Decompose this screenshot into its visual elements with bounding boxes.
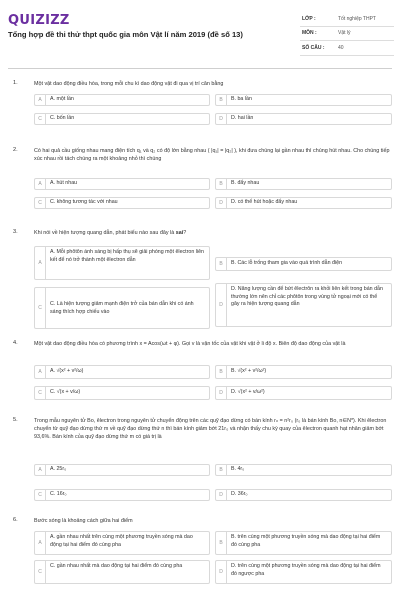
- option-a[interactable]: [34, 178, 210, 190]
- option-text: A. Mỗi phôtôn ánh sáng bị hấp thụ sẽ giải phóng một êlectron liên kết để nó trở thành một êlectron dẫn: [50, 249, 205, 263]
- meta-value: Tốt nghiệp THPT: [338, 15, 376, 22]
- option-letter: D: [216, 114, 227, 124]
- option-letter: B: [216, 95, 227, 105]
- question-text: Bước sóng là khoảng cách giữa hai điểm: [34, 518, 133, 524]
- meta-key: LỚP :: [302, 15, 316, 22]
- option-letter: C: [35, 490, 46, 500]
- option-letter: C: [35, 114, 46, 124]
- option-letter: B: [216, 258, 227, 270]
- option-text: D. có thể hút hoặc đẩy nhau: [231, 199, 298, 206]
- option-b[interactable]: [215, 365, 392, 379]
- option-text: B. trên cùng một phương truyền sóng mà dao động tại hai điểm đó cùng pha: [231, 534, 381, 548]
- option-letter: C: [35, 561, 46, 583]
- option-letter: D: [216, 490, 227, 500]
- option-text: B. Các lỗ trống tham gia vào quá trình dẫn điện: [231, 260, 343, 267]
- option-a[interactable]: [34, 365, 210, 379]
- option-a[interactable]: [34, 246, 210, 280]
- option-text: A. một lần: [50, 96, 74, 103]
- option-letter: D: [216, 284, 227, 326]
- option-letter: A: [35, 95, 46, 105]
- question-text: Trong mẫu nguyên tử Bo, êlectron trong nguyên tử chuyển động trên các quỹ đạo dừng có bán kính rₙ = n²r₀ (r₀ là bán kính Bo, n∈N*). Khi êlectron chuyển từ quỹ đạo dừng thứ m về quỹ đạo dừng thứ n thì bán kính giảm bớt 21r₀ và nhận thấy chu kỳ quay của êlectron quanh hạt nhân giảm bớt 93,6%. Bán kính của quỹ đạo dừng thứ m có giá trị là: [34, 418, 387, 440]
- question-text: [34, 229, 392, 237]
- option-text: D. hai lần: [231, 115, 254, 122]
- quizizz-logo: QUIZIZZ: [8, 13, 70, 28]
- meta-key: SỐ CÂU :: [302, 44, 325, 51]
- question-number: 3.: [13, 229, 18, 235]
- option-text: B. ba lần: [231, 96, 252, 103]
- option-text: C. 16r₀: [50, 491, 67, 498]
- option-c[interactable]: [34, 197, 210, 209]
- option-text: D. 36r₀: [231, 491, 248, 498]
- option-letter: A: [35, 532, 46, 554]
- option-letter: A: [35, 366, 46, 378]
- option-c[interactable]: [34, 560, 210, 584]
- meta-row-class: [300, 12, 394, 27]
- question-text: Một vật dao động điều hòa có phương trình x = Acos(ωt + φ). Gọi v là vận tốc của vật khi vật ở li độ x. Biên độ dao động của vật là: [34, 341, 346, 347]
- option-d[interactable]: [215, 489, 392, 501]
- option-c[interactable]: [34, 287, 210, 329]
- question-text-emphasis: sai: [175, 230, 184, 236]
- option-text: D. trên cùng một phương truyền sóng mà dao động tại hai điểm đó ngược pha: [231, 563, 381, 577]
- question-text-part: ?: [183, 230, 187, 236]
- option-a[interactable]: [34, 464, 210, 476]
- question-number: 1.: [13, 80, 18, 86]
- option-d[interactable]: [215, 197, 392, 209]
- option-c[interactable]: [34, 113, 210, 125]
- option-text: A. √(x² + v²/ω): [50, 368, 84, 375]
- option-text: A. gần nhau nhất trên cùng một phương truyền sóng mà dao động tại hai điểm đó cùng pha: [50, 534, 193, 548]
- option-letter: C: [35, 198, 46, 208]
- option-text: C. Là hiện tượng giảm mạnh điện trở của bán dẫn khi có ánh sáng thích hợp chiếu vào: [50, 301, 194, 315]
- option-text: B. 4r₀: [231, 466, 245, 473]
- option-text: A. 25r₀: [50, 466, 67, 473]
- meta-row-count: [300, 41, 394, 56]
- option-text: C. bốn lần: [50, 115, 75, 122]
- option-letter: D: [216, 387, 227, 399]
- option-text: D. √(x² + v/ω²): [231, 389, 265, 396]
- option-text: D. Năng lượng cần để bứt êlectrôn ra khỏi liên kết trong bán dẫn thường lớn nên chỉ các phôtôn trong vùng tử ngoại mới có thể gây ra hiện tượng quang dẫn: [231, 286, 383, 308]
- option-letter: D: [216, 198, 227, 208]
- option-b[interactable]: [215, 94, 392, 106]
- option-a[interactable]: [34, 531, 210, 555]
- option-letter: B: [216, 179, 227, 189]
- meta-row-subject: [300, 27, 394, 42]
- meta-table: [300, 12, 394, 56]
- option-letter: B: [216, 532, 227, 554]
- option-d[interactable]: [215, 113, 392, 125]
- question-text-part: Khi nói về hiện tượng quang dẫn, phát biểu nào sau đây là: [34, 230, 176, 236]
- option-text: B. √(x² + v²/ω²): [231, 368, 267, 375]
- option-letter: A: [35, 247, 46, 279]
- option-letter: A: [35, 179, 46, 189]
- option-d[interactable]: [215, 283, 392, 327]
- meta-value: 40: [338, 44, 344, 51]
- page-header: [0, 0, 400, 66]
- question-number: 5.: [13, 417, 18, 423]
- option-d[interactable]: [215, 386, 392, 400]
- meta-key: MÔN :: [302, 30, 317, 37]
- option-letter: C: [35, 387, 46, 399]
- option-text: B. đẩy nhau: [231, 180, 260, 187]
- option-letter: B: [216, 465, 227, 475]
- option-letter: A: [35, 465, 46, 475]
- header-divider: [8, 68, 392, 69]
- option-letter: C: [35, 288, 46, 328]
- option-b[interactable]: [215, 178, 392, 190]
- option-text: A. hút nhau: [50, 180, 78, 187]
- option-letter: D: [216, 561, 227, 583]
- option-d[interactable]: [215, 560, 392, 584]
- option-c[interactable]: [34, 489, 210, 501]
- option-c[interactable]: [34, 386, 210, 400]
- question-number: 2.: [13, 147, 18, 153]
- option-b[interactable]: [215, 464, 392, 476]
- option-text: C. không tương tác với nhau: [50, 199, 118, 206]
- meta-value: Vật lý: [338, 30, 351, 37]
- question-number: 6.: [13, 517, 18, 523]
- option-text: C. √(x + v/ω): [50, 389, 81, 396]
- option-b[interactable]: [215, 257, 392, 271]
- option-b[interactable]: [215, 531, 392, 555]
- question-number: 4.: [13, 340, 18, 346]
- option-a[interactable]: [34, 94, 210, 106]
- document-title: Tổng hợp đề thi thử thpt quốc gia môn Vật lí năm 2019 (đề số 13): [8, 30, 243, 39]
- question-text: Có hai quả cầu giống nhau mang điện tích q₁ và q₂ có độ lớn bằng nhau ( |q₁| = |q₂| ), khi đưa chúng lại gần nhau thì chúng hút nhau. Cho chúng tiếp xúc nhau rồi tách chúng ra một khoảng nhỏ thì chúng: [34, 148, 390, 162]
- option-text: C. gần nhau nhất mà dao động tại hai điểm đó cùng pha: [50, 563, 183, 569]
- question-text: Một vật dao động điều hòa, trong mỗi chu kì dao động vật đi qua vị trí cân bằng: [34, 81, 224, 87]
- option-letter: B: [216, 366, 227, 378]
